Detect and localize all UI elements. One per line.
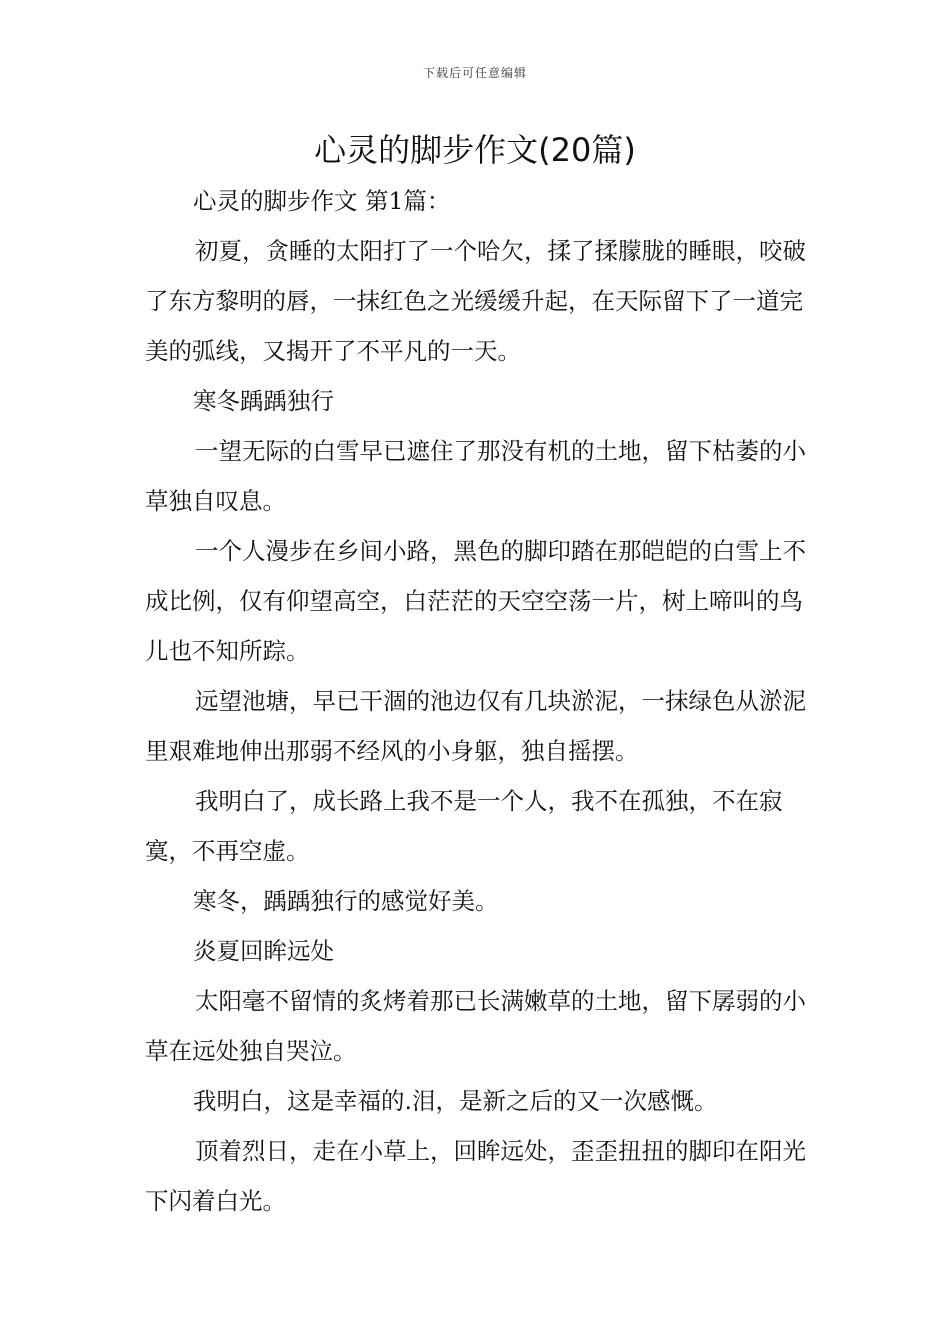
paragraph: 一望无际的白雪早已遮住了那没有机的土地，留下枯萎的小草独自叹息。 [145, 437, 806, 515]
subheading: 炎夏回眸远处 [193, 937, 334, 965]
section-heading: 心灵的脚步作文 第1篇： [193, 187, 451, 215]
paragraph: 我明白，这是幸福的.泪，是新之后的又一次感慨。 [193, 1087, 718, 1115]
paragraph: 远望池塘，早已干涸的池边仅有几块淤泥，一抹绿色从淤泥里艰难地伸出那弱不经风的小身躯，独自摇摆。 [145, 687, 806, 765]
paragraph: 一个人漫步在乡间小路，黑色的脚印踏在那皑皑的白雪上不成比例，仅有仰望高空，白茫茫的天空空荡一片，树上啼叫的鸟儿也不知所踪。 [145, 537, 806, 665]
header-note: 下载后可任意编辑 [422, 66, 527, 80]
paragraph: 我明白了，成长路上我不是一个人，我不在孤独，不在寂寞，不再空虚。 [145, 787, 783, 865]
paragraph: 顶着烈日，走在小草上，回眸远处，歪歪扭扭的脚印在阳光下闪着白光。 [145, 1137, 806, 1215]
paragraph: 初夏，贪睡的太阳打了一个哈欠，揉了揉朦胧的睡眼，咬破了东方黎明的唇，一抹红色之光缓缓升起，在天际留下了一道完美的弧线，又揭开了不平凡的一天。 [145, 237, 806, 365]
subheading: 寒冬踽踽独行 [193, 387, 334, 415]
document-title: 心灵的脚步作文(20篇) [314, 131, 636, 169]
document-body [145, 176, 810, 1226]
paragraph: 寒冬，踽踽独行的感觉好美。 [193, 887, 499, 915]
paragraph: 太阳毫不留情的炙烤着那已长满嫩草的土地，留下孱弱的小草在远处独自哭泣。 [145, 987, 806, 1065]
